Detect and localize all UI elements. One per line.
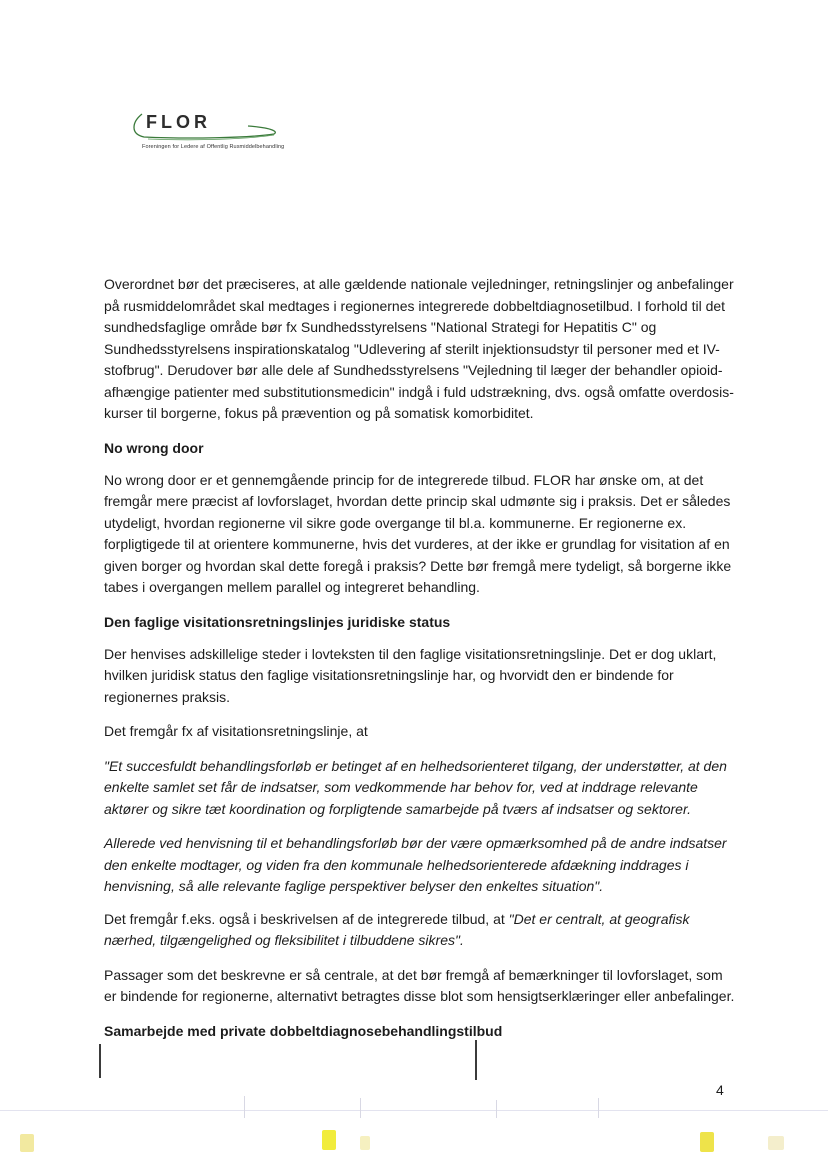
inline-quote: "Det er centralt, at geografisk nærhed, tilgængelighed og fleksibilitet i tilbuddene sikres". bbox=[104, 910, 690, 948]
scan-artifact-tick bbox=[244, 1096, 245, 1118]
heading-no-wrong-door: No wrong door bbox=[104, 439, 204, 456]
scan-artifact-smudge bbox=[360, 1136, 370, 1150]
logo-wordmark: FLOR bbox=[146, 112, 211, 132]
paragraph-quote-intro: Det fremgår fx af visitationsretningslinje, at bbox=[104, 723, 368, 739]
scan-artifact-tick bbox=[598, 1098, 599, 1118]
page-number: 4 bbox=[716, 1082, 724, 1098]
paragraph-intro: Overordnet bør det præciseres, at alle gældende nationale vejledninger, retningslinjer og anbefalinger på rusmiddelområdet skal medtages i regionernes integrerede dobbeltdiagnosetilbud. I forhold til det sundhedsfaglige område bør fx Sundhedsstyrelsens "National Strategi for Hepatitis C" og Sundhedsstyrelsens inspirationskatalog "Udlevering af sterilt injektionsudstyr til personer med et IV-stofbrug". Derudover bør alle dele af Sundhedsstyrelsens "Vejledning til læger der behandler opioid-afhængige patienter med substitutionsmedicin" indgå i fuld udstrækning, dvs. også omfatte overdosis-kurser til borgerne, fokus på prævention og på somatisk komorbiditet. bbox=[104, 276, 734, 421]
scan-artifact-tick bbox=[496, 1100, 497, 1118]
scan-artifact-smudge bbox=[322, 1130, 336, 1150]
paragraph-integrerede-tilbud bbox=[104, 909, 736, 952]
scan-artifact-smudge bbox=[700, 1132, 714, 1152]
paragraph-no-wrong-door: No wrong door er et gennemgående princip for de integrerede tilbud. FLOR har ønske om, at det fremgår mere præcist af lovforslaget, hvordan dette princip skal udmønte sig i praksis. Det er således utydeligt, hvordan regionerne vil sikre gode overgange til bl.a. kommunerne. Er regionerne ex. forpligtigede til at orientere kommunerne, hvis det vurderes, at der ikke er grundlag for visitation af en given borger og hvordan skal dette foregå i praksis? Dette bør fremgå mere tydeligt, så borgerne ikke tabes i overgangen mellem parallel og integreret behandling. bbox=[104, 471, 732, 595]
scan-artifact-smudge bbox=[20, 1134, 34, 1152]
scan-artifact-smudge bbox=[768, 1136, 784, 1150]
flor-logo bbox=[128, 108, 288, 158]
scan-artifact-bar-left bbox=[99, 1044, 101, 1078]
heading-samarbejde: Samarbejde med private dobbeltdiagnosebehandlingstilbud bbox=[104, 1022, 503, 1039]
quote-henvisning: Allerede ved henvisning til et behandlingsforløb bør der være opmærksomhed på de andre indsatser den enkelte modtager, og viden fra den kommunale helhedsorienterede afdækning inddrages i henvisning, så alle relevante faglige perspektiver belyser den enkeltes situation". bbox=[104, 835, 727, 894]
scan-artifact-tick bbox=[360, 1098, 361, 1118]
scan-artifact-line bbox=[0, 1110, 828, 1111]
paragraph-visitation-status: Der henvises adskillelige steder i lovteksten til den faglige visitationsretningslinje. Det er dog uklart, hvilken juridisk status den faglige visitationsretningslinje har, og hvorvidt den er bindende for regionernes praksis. bbox=[104, 645, 717, 705]
paragraph-lead-text: Det fremgår f.eks. også i beskrivelsen af de integrerede tilbud, at bbox=[104, 910, 509, 927]
heading-visitation-status: Den faglige visitationsretningslinjes juridiske status bbox=[104, 613, 451, 630]
body-text bbox=[104, 274, 736, 1053]
paragraph-passager: Passager som det beskrevne er så centrale, at det bør fremgå af bemærkninger til lovforslaget, som er bindende for regionerne, alternativt betragtes disse blot som hensigtserklæringer eller anbefalinger. bbox=[104, 966, 735, 1004]
quote-behandlingsforloeb: "Et succesfuldt behandlingsforløb er betinget af en helhedsorienteret tilgang, der understøtter, at den enkelte samlet set får de indsatser, som vedkommende har behov for, ved at inddrage relevante aktører og sikre tæt koordination og forpligtende samarbejde på tværs af indsatser og sektorer. bbox=[104, 757, 727, 817]
scan-artifact-bar-right bbox=[475, 1040, 477, 1080]
logo-tagline: Foreningen for Ledere af Offentlig Rusmiddelbehandling bbox=[142, 144, 285, 150]
